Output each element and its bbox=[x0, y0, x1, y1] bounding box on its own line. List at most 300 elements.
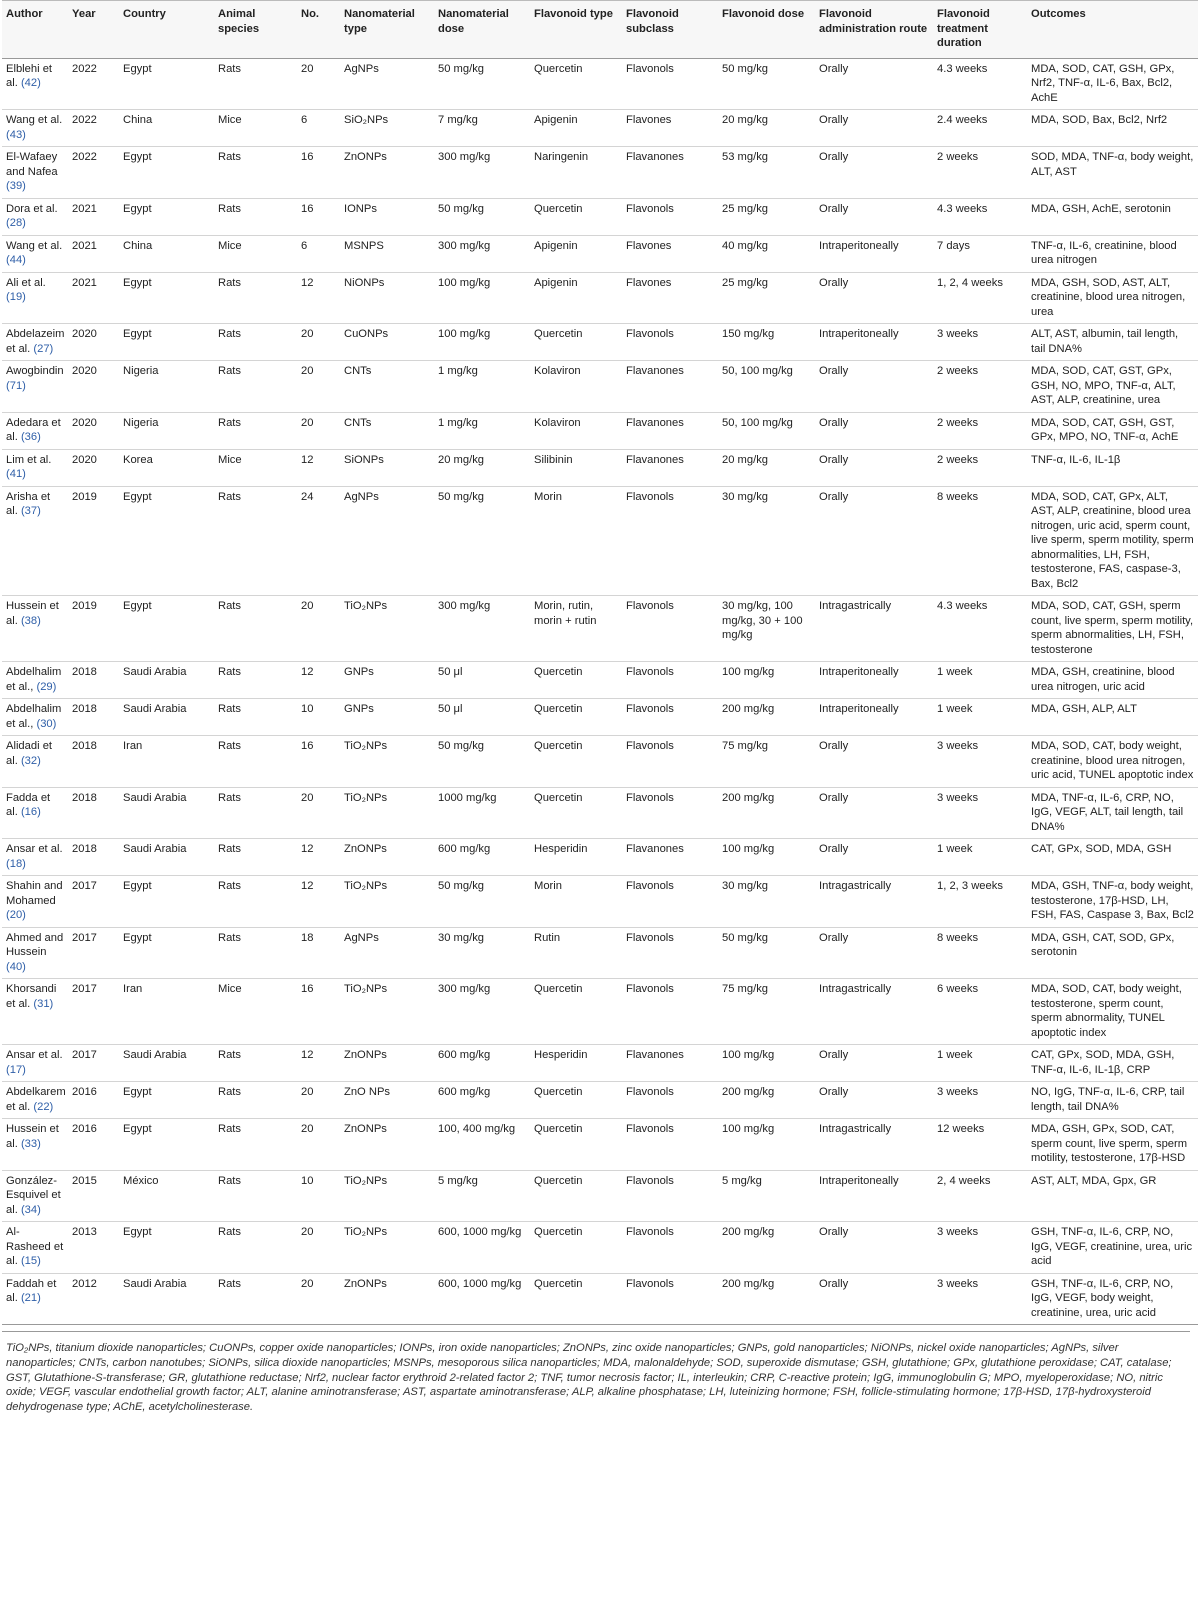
reference-link[interactable]: (71) bbox=[6, 379, 26, 392]
header-flavonoid-type: Flavonoid type bbox=[530, 1, 622, 59]
outcomes-cell: MDA, SOD, CAT, body weight, creatinine, blood urea nitrogen, uric acid, TUNEL apoptotic index bbox=[1027, 736, 1198, 788]
table-row bbox=[2, 449, 1198, 486]
flavonoid-type-cell: Quercetin bbox=[530, 736, 622, 788]
table-row bbox=[2, 1045, 1198, 1082]
year-cell: 2018 bbox=[68, 839, 119, 876]
reference-link[interactable]: (31) bbox=[33, 997, 54, 1010]
country-cell: Saudi Arabia bbox=[119, 787, 214, 839]
country-cell: Saudi Arabia bbox=[119, 699, 214, 736]
flavonoid-type-cell: Quercetin bbox=[530, 1170, 622, 1222]
author-name: El-Wafaey and Nafea bbox=[6, 151, 58, 178]
year-cell: 2017 bbox=[68, 1045, 119, 1082]
nanomaterial-type-cell: GNPs bbox=[340, 662, 434, 699]
author-cell bbox=[2, 596, 68, 662]
flavonoid-subclass-cell: Flavonols bbox=[622, 1119, 718, 1171]
reference-link[interactable]: (20) bbox=[6, 909, 26, 921]
reference-link[interactable]: (36) bbox=[20, 431, 41, 443]
header-animal-species: Animal species bbox=[214, 1, 297, 59]
flavonoid-type-cell: Quercetin bbox=[530, 1082, 622, 1119]
duration-cell: 1 week bbox=[933, 839, 1027, 876]
author-cell bbox=[2, 198, 68, 235]
flavonoid-subclass-cell: Flavonols bbox=[622, 1273, 718, 1325]
outcomes-cell: MDA, SOD, Bax, Bcl2, Nrf2 bbox=[1027, 110, 1198, 147]
reference-link[interactable]: (18) bbox=[6, 857, 26, 870]
flavonoid-subclass-cell: Flavones bbox=[622, 110, 718, 147]
flavonoid-dose-cell: 200 mg/kg bbox=[718, 1273, 815, 1325]
reference-link[interactable]: (29) bbox=[36, 680, 57, 693]
nanomaterial-type-cell: TiO₂NPs bbox=[340, 979, 434, 1045]
species-cell: Rats bbox=[214, 1082, 297, 1119]
author-cell bbox=[2, 324, 68, 361]
outcomes-cell: TNF-α, IL-6, IL-1β bbox=[1027, 449, 1198, 486]
table-row bbox=[2, 147, 1198, 199]
country-cell: Nigeria bbox=[119, 412, 214, 449]
flavonoid-type-cell: Rutin bbox=[530, 927, 622, 979]
flavonoid-subclass-cell: Flavonols bbox=[622, 662, 718, 699]
country-cell: Egypt bbox=[119, 596, 214, 662]
flavonoid-subclass-cell: Flavonols bbox=[622, 736, 718, 788]
author-cell bbox=[2, 736, 68, 788]
nanomaterial-type-cell: TiO₂NPs bbox=[340, 596, 434, 662]
table-row bbox=[2, 1170, 1198, 1222]
year-cell: 2012 bbox=[68, 1273, 119, 1325]
count-cell: 20 bbox=[297, 787, 340, 839]
outcomes-cell: MDA, GSH, ALP, ALT bbox=[1027, 699, 1198, 736]
species-cell: Rats bbox=[214, 927, 297, 979]
duration-cell: 1, 2, 4 weeks bbox=[933, 272, 1027, 324]
route-cell: Orally bbox=[815, 787, 933, 839]
flavonoid-dose-cell: 150 mg/kg bbox=[718, 324, 815, 361]
author-cell bbox=[2, 110, 68, 147]
outcomes-cell: MDA, GSH, CAT, SOD, GPx, serotonin bbox=[1027, 927, 1198, 979]
nanomaterial-dose-cell: 50 μl bbox=[434, 699, 530, 736]
flavonoid-type-cell: Kolaviron bbox=[530, 412, 622, 449]
reference-link[interactable]: (43) bbox=[6, 128, 26, 141]
author-name: González-Esquivel et al. bbox=[6, 1174, 61, 1216]
author-cell bbox=[2, 1170, 68, 1222]
flavonoid-subclass-cell: Flavanones bbox=[622, 1045, 718, 1082]
author-name: Hussein et al. bbox=[6, 1123, 59, 1150]
table-row bbox=[2, 198, 1198, 235]
nanomaterial-dose-cell: 300 mg/kg bbox=[434, 147, 530, 199]
flavonoid-dose-cell: 30 mg/kg bbox=[718, 876, 815, 928]
table-row bbox=[2, 486, 1198, 596]
table-row bbox=[2, 596, 1198, 662]
author-name: Hussein et al. bbox=[6, 600, 59, 627]
route-cell: Orally bbox=[815, 58, 933, 110]
header-nanomaterial-type: Nanomaterial type bbox=[340, 1, 434, 59]
nanomaterial-dose-cell: 100 mg/kg bbox=[434, 272, 530, 324]
flavonoid-type-cell: Silibinin bbox=[530, 449, 622, 486]
outcomes-cell: MDA, SOD, CAT, body weight, testosterone, sperm count, sperm abnormality, TUNEL apoptotic index bbox=[1027, 979, 1198, 1045]
country-cell: China bbox=[119, 110, 214, 147]
reference-link[interactable]: (15) bbox=[20, 1255, 41, 1267]
species-cell: Rats bbox=[214, 787, 297, 839]
count-cell: 20 bbox=[297, 596, 340, 662]
header-country: Country bbox=[119, 1, 214, 59]
country-cell: Egypt bbox=[119, 1222, 214, 1274]
species-cell: Mice bbox=[214, 110, 297, 147]
author-cell bbox=[2, 1273, 68, 1325]
author-cell bbox=[2, 979, 68, 1045]
flavonoid-subclass-cell: Flavonols bbox=[622, 1082, 718, 1119]
author-cell bbox=[2, 1119, 68, 1171]
flavonoid-type-cell: Quercetin bbox=[530, 1273, 622, 1325]
duration-cell: 1 week bbox=[933, 662, 1027, 699]
nanomaterial-type-cell: TiO₂NPs bbox=[340, 736, 434, 788]
flavonoid-subclass-cell: Flavones bbox=[622, 235, 718, 272]
reference-link[interactable]: (41) bbox=[6, 468, 26, 480]
author-cell bbox=[2, 927, 68, 979]
route-cell: Orally bbox=[815, 272, 933, 324]
reference-link[interactable]: (38) bbox=[20, 614, 41, 627]
flavonoid-dose-cell: 50, 100 mg/kg bbox=[718, 361, 815, 413]
species-cell: Rats bbox=[214, 839, 297, 876]
flavonoid-dose-cell: 53 mg/kg bbox=[718, 147, 815, 199]
flavonoid-type-cell: Quercetin bbox=[530, 1119, 622, 1171]
duration-cell: 2.4 weeks bbox=[933, 110, 1027, 147]
duration-cell: 3 weeks bbox=[933, 787, 1027, 839]
country-cell: México bbox=[119, 1170, 214, 1222]
author-name: Wang et al. bbox=[6, 239, 63, 252]
flavonoid-dose-cell: 200 mg/kg bbox=[718, 1082, 815, 1119]
duration-cell: 3 weeks bbox=[933, 324, 1027, 361]
flavonoid-subclass-cell: Flavonols bbox=[622, 58, 718, 110]
country-cell: Egypt bbox=[119, 198, 214, 235]
count-cell: 10 bbox=[297, 1170, 340, 1222]
duration-cell: 4.3 weeks bbox=[933, 596, 1027, 662]
flavonoid-type-cell: Hesperidin bbox=[530, 1045, 622, 1082]
nanomaterial-dose-cell: 100 mg/kg bbox=[434, 324, 530, 361]
route-cell: Orally bbox=[815, 412, 933, 449]
flavonoid-subclass-cell: Flavonols bbox=[622, 1170, 718, 1222]
flavonoid-type-cell: Naringenin bbox=[530, 147, 622, 199]
species-cell: Rats bbox=[214, 198, 297, 235]
species-cell: Rats bbox=[214, 1045, 297, 1082]
duration-cell: 1, 2, 3 weeks bbox=[933, 876, 1027, 928]
year-cell: 2021 bbox=[68, 272, 119, 324]
country-cell: Egypt bbox=[119, 486, 214, 596]
route-cell: Orally bbox=[815, 1045, 933, 1082]
flavonoid-subclass-cell: Flavonols bbox=[622, 596, 718, 662]
year-cell: 2019 bbox=[68, 486, 119, 596]
flavonoid-subclass-cell: Flavonols bbox=[622, 979, 718, 1045]
table-row bbox=[2, 272, 1198, 324]
nanomaterial-dose-cell: 50 mg/kg bbox=[434, 486, 530, 596]
author-cell bbox=[2, 1045, 68, 1082]
flavonoid-dose-cell: 200 mg/kg bbox=[718, 787, 815, 839]
nanomaterial-type-cell: ZnONPs bbox=[340, 839, 434, 876]
count-cell: 16 bbox=[297, 979, 340, 1045]
route-cell: Orally bbox=[815, 198, 933, 235]
flavonoid-type-cell: Quercetin bbox=[530, 699, 622, 736]
species-cell: Rats bbox=[214, 486, 297, 596]
outcomes-cell: NO, IgG, TNF-α, IL-6, CRP, tail length, tail DNA% bbox=[1027, 1082, 1198, 1119]
header-nanomaterial-dose: Nanomaterial dose bbox=[434, 1, 530, 59]
nanomaterial-dose-cell: 300 mg/kg bbox=[434, 596, 530, 662]
table-row bbox=[2, 1273, 1198, 1325]
duration-cell: 8 weeks bbox=[933, 927, 1027, 979]
route-cell: Orally bbox=[815, 839, 933, 876]
nanomaterial-type-cell: NiONPs bbox=[340, 272, 434, 324]
nanomaterial-type-cell: TiO₂NPs bbox=[340, 787, 434, 839]
flavonoid-dose-cell: 75 mg/kg bbox=[718, 736, 815, 788]
header-flavonoid-dose: Flavonoid dose bbox=[718, 1, 815, 59]
year-cell: 2022 bbox=[68, 147, 119, 199]
route-cell: Intragastrically bbox=[815, 876, 933, 928]
duration-cell: 6 weeks bbox=[933, 979, 1027, 1045]
route-cell: Intraperitoneally bbox=[815, 324, 933, 361]
route-cell: Intraperitoneally bbox=[815, 1170, 933, 1222]
flavonoid-dose-cell: 200 mg/kg bbox=[718, 699, 815, 736]
flavonoid-dose-cell: 75 mg/kg bbox=[718, 979, 815, 1045]
nanomaterial-dose-cell: 30 mg/kg bbox=[434, 927, 530, 979]
nanomaterial-dose-cell: 50 mg/kg bbox=[434, 198, 530, 235]
outcomes-cell: MDA, SOD, CAT, GSH, GPx, Nrf2, TNF-α, IL-6, Bax, Bcl2, AchE bbox=[1027, 58, 1198, 110]
reference-link[interactable]: (40) bbox=[6, 960, 26, 973]
country-cell: Iran bbox=[119, 979, 214, 1045]
flavonoid-dose-cell: 5 mg/kg bbox=[718, 1170, 815, 1222]
flavonoid-type-cell: Apigenin bbox=[530, 110, 622, 147]
year-cell: 2017 bbox=[68, 927, 119, 979]
duration-cell: 1 week bbox=[933, 699, 1027, 736]
count-cell: 16 bbox=[297, 147, 340, 199]
flavonoid-dose-cell: 50 mg/kg bbox=[718, 927, 815, 979]
country-cell: Egypt bbox=[119, 272, 214, 324]
route-cell: Intraperitoneally bbox=[815, 662, 933, 699]
route-cell: Orally bbox=[815, 486, 933, 596]
table-row bbox=[2, 324, 1198, 361]
nanomaterial-type-cell: TiO₂NPs bbox=[340, 1170, 434, 1222]
country-cell: Saudi Arabia bbox=[119, 1273, 214, 1325]
outcomes-cell: MDA, SOD, CAT, GSH, sperm count, live sperm, sperm motility, sperm abnormalities, LH, FSH, testosterone bbox=[1027, 596, 1198, 662]
nanomaterial-dose-cell: 5 mg/kg bbox=[434, 1170, 530, 1222]
nanomaterial-type-cell: CNTs bbox=[340, 412, 434, 449]
outcomes-cell: MDA, TNF-α, IL-6, CRP, NO, IgG, VEGF, ALT, tail length, tail DNA% bbox=[1027, 787, 1198, 839]
flavonoid-dose-cell: 30 mg/kg, 100 mg/kg, 30 + 100 mg/kg bbox=[718, 596, 815, 662]
header-year: Year bbox=[68, 1, 119, 59]
studies-table bbox=[2, 0, 1198, 1325]
count-cell: 20 bbox=[297, 361, 340, 413]
nanomaterial-dose-cell: 300 mg/kg bbox=[434, 979, 530, 1045]
flavonoid-subclass-cell: Flavonols bbox=[622, 699, 718, 736]
year-cell: 2019 bbox=[68, 596, 119, 662]
nanomaterial-dose-cell: 50 mg/kg bbox=[434, 876, 530, 928]
route-cell: Intragastrically bbox=[815, 596, 933, 662]
author-name: Khorsandi et al. bbox=[6, 983, 57, 1010]
author-cell bbox=[2, 839, 68, 876]
flavonoid-dose-cell: 40 mg/kg bbox=[718, 235, 815, 272]
count-cell: 6 bbox=[297, 235, 340, 272]
reference-link[interactable]: (37) bbox=[20, 505, 41, 517]
count-cell: 16 bbox=[297, 198, 340, 235]
route-cell: Orally bbox=[815, 147, 933, 199]
author-name: Al-Rasheed et al. bbox=[6, 1226, 64, 1267]
outcomes-cell: GSH, TNF-α, IL-6, CRP, NO, IgG, VEGF, creatinine, urea, uric acid bbox=[1027, 1222, 1198, 1274]
route-cell: Orally bbox=[815, 927, 933, 979]
table-row bbox=[2, 787, 1198, 839]
duration-cell: 2 weeks bbox=[933, 361, 1027, 413]
author-cell bbox=[2, 486, 68, 596]
author-cell bbox=[2, 235, 68, 272]
duration-cell: 2 weeks bbox=[933, 449, 1027, 486]
table-row bbox=[2, 699, 1198, 736]
nanomaterial-dose-cell: 50 μl bbox=[434, 662, 530, 699]
count-cell: 20 bbox=[297, 1119, 340, 1171]
country-cell: Egypt bbox=[119, 876, 214, 928]
reference-link[interactable]: (27) bbox=[33, 342, 54, 355]
route-cell: Intraperitoneally bbox=[815, 235, 933, 272]
reference-link[interactable]: (33) bbox=[20, 1137, 41, 1150]
duration-cell: 3 weeks bbox=[933, 1222, 1027, 1274]
table-row bbox=[2, 927, 1198, 979]
author-cell bbox=[2, 412, 68, 449]
nanomaterial-type-cell: AgNPs bbox=[340, 927, 434, 979]
author-cell bbox=[2, 361, 68, 413]
reference-link[interactable]: (17) bbox=[6, 1063, 26, 1076]
species-cell: Rats bbox=[214, 736, 297, 788]
route-cell: Intragastrically bbox=[815, 979, 933, 1045]
duration-cell: 3 weeks bbox=[933, 1082, 1027, 1119]
flavonoid-dose-cell: 100 mg/kg bbox=[718, 1045, 815, 1082]
species-cell: Rats bbox=[214, 361, 297, 413]
outcomes-cell: ALT, AST, albumin, tail length, tail DNA% bbox=[1027, 324, 1198, 361]
flavonoid-type-cell: Morin, rutin, morin + rutin bbox=[530, 596, 622, 662]
count-cell: 6 bbox=[297, 110, 340, 147]
route-cell: Orally bbox=[815, 361, 933, 413]
year-cell: 2022 bbox=[68, 58, 119, 110]
table-row bbox=[2, 58, 1198, 110]
nanomaterial-type-cell: SiO₂NPs bbox=[340, 110, 434, 147]
count-cell: 12 bbox=[297, 449, 340, 486]
duration-cell: 4.3 weeks bbox=[933, 198, 1027, 235]
author-name: Ahmed and Hussein bbox=[6, 931, 64, 958]
author-cell bbox=[2, 1222, 68, 1274]
table-row bbox=[2, 876, 1198, 928]
species-cell: Rats bbox=[214, 1119, 297, 1171]
flavonoid-subclass-cell: Flavanones bbox=[622, 839, 718, 876]
flavonoid-dose-cell: 200 mg/kg bbox=[718, 1222, 815, 1274]
outcomes-cell: MDA, GSH, creatinine, blood urea nitrogen, uric acid bbox=[1027, 662, 1198, 699]
flavonoid-subclass-cell: Flavonols bbox=[622, 486, 718, 596]
duration-cell: 3 weeks bbox=[933, 1273, 1027, 1325]
reference-link[interactable]: (28) bbox=[6, 217, 26, 229]
author-cell bbox=[2, 699, 68, 736]
reference-link[interactable]: (44) bbox=[6, 254, 26, 266]
year-cell: 2020 bbox=[68, 449, 119, 486]
flavonoid-dose-cell: 20 mg/kg bbox=[718, 110, 815, 147]
author-name: Arisha et al. bbox=[6, 490, 51, 517]
species-cell: Rats bbox=[214, 876, 297, 928]
reference-link[interactable]: (32) bbox=[20, 754, 41, 767]
species-cell: Mice bbox=[214, 235, 297, 272]
species-cell: Rats bbox=[214, 324, 297, 361]
country-cell: Egypt bbox=[119, 147, 214, 199]
table-row bbox=[2, 1222, 1198, 1274]
reference-link[interactable]: (39) bbox=[6, 180, 26, 192]
nanomaterial-type-cell: TiO₂NPs bbox=[340, 1222, 434, 1274]
nanomaterial-dose-cell: 1 mg/kg bbox=[434, 412, 530, 449]
species-cell: Rats bbox=[214, 662, 297, 699]
flavonoid-dose-cell: 50, 100 mg/kg bbox=[718, 412, 815, 449]
nanomaterial-type-cell: MSNPS bbox=[340, 235, 434, 272]
reference-link[interactable]: (42) bbox=[20, 77, 41, 89]
flavonoid-dose-cell: 100 mg/kg bbox=[718, 662, 815, 699]
nanomaterial-dose-cell: 50 mg/kg bbox=[434, 58, 530, 110]
country-cell: Egypt bbox=[119, 324, 214, 361]
year-cell: 2018 bbox=[68, 736, 119, 788]
flavonoid-type-cell: Quercetin bbox=[530, 979, 622, 1045]
count-cell: 24 bbox=[297, 486, 340, 596]
outcomes-cell: MDA, GSH, SOD, AST, ALT, creatinine, blood urea nitrogen, urea bbox=[1027, 272, 1198, 324]
nanomaterial-type-cell: ZnO NPs bbox=[340, 1082, 434, 1119]
author-name: Abdelkarem et al. bbox=[6, 1086, 66, 1113]
nanomaterial-type-cell: SiONPs bbox=[340, 449, 434, 486]
duration-cell: 12 weeks bbox=[933, 1119, 1027, 1171]
outcomes-cell: CAT, GPx, SOD, MDA, GSH bbox=[1027, 839, 1198, 876]
route-cell: Orally bbox=[815, 1082, 933, 1119]
count-cell: 18 bbox=[297, 927, 340, 979]
count-cell: 20 bbox=[297, 58, 340, 110]
count-cell: 12 bbox=[297, 1045, 340, 1082]
reference-link[interactable]: (22) bbox=[33, 1100, 54, 1113]
country-cell: Iran bbox=[119, 736, 214, 788]
reference-link[interactable]: (16) bbox=[20, 806, 41, 818]
nanomaterial-dose-cell: 600 mg/kg bbox=[434, 839, 530, 876]
flavonoid-type-cell: Quercetin bbox=[530, 787, 622, 839]
flavonoid-type-cell: Morin bbox=[530, 876, 622, 928]
author-cell bbox=[2, 449, 68, 486]
count-cell: 12 bbox=[297, 662, 340, 699]
flavonoid-dose-cell: 100 mg/kg bbox=[718, 839, 815, 876]
flavonoid-subclass-cell: Flavonols bbox=[622, 324, 718, 361]
reference-link[interactable]: (30) bbox=[36, 717, 57, 730]
reference-link[interactable]: (19) bbox=[6, 291, 26, 303]
species-cell: Rats bbox=[214, 596, 297, 662]
header-number: No. bbox=[297, 1, 340, 59]
duration-cell: 2 weeks bbox=[933, 147, 1027, 199]
table-row bbox=[2, 979, 1198, 1045]
flavonoid-type-cell: Hesperidin bbox=[530, 839, 622, 876]
duration-cell: 3 weeks bbox=[933, 736, 1027, 788]
nanomaterial-dose-cell: 300 mg/kg bbox=[434, 235, 530, 272]
outcomes-cell: MDA, SOD, CAT, GSH, GST, GPx, MPO, NO, TNF-α, AchE bbox=[1027, 412, 1198, 449]
nanomaterial-dose-cell: 100, 400 mg/kg bbox=[434, 1119, 530, 1171]
species-cell: Rats bbox=[214, 147, 297, 199]
nanomaterial-type-cell: CuONPs bbox=[340, 324, 434, 361]
year-cell: 2018 bbox=[68, 699, 119, 736]
outcomes-cell: GSH, TNF-α, IL-6, CRP, NO, IgG, VEGF, body weight, creatinine, urea, uric acid bbox=[1027, 1273, 1198, 1325]
nanomaterial-dose-cell: 600 mg/kg bbox=[434, 1045, 530, 1082]
nanomaterial-type-cell: TiO₂NPs bbox=[340, 876, 434, 928]
count-cell: 12 bbox=[297, 272, 340, 324]
species-cell: Rats bbox=[214, 1170, 297, 1222]
count-cell: 12 bbox=[297, 876, 340, 928]
nanomaterial-dose-cell: 600 mg/kg bbox=[434, 1082, 530, 1119]
table-body bbox=[2, 58, 1198, 1325]
reference-link[interactable]: (21) bbox=[20, 1292, 41, 1304]
flavonoid-subclass-cell: Flavanones bbox=[622, 361, 718, 413]
year-cell: 2018 bbox=[68, 787, 119, 839]
flavonoid-subclass-cell: Flavanones bbox=[622, 449, 718, 486]
nanomaterial-type-cell: ZnONPs bbox=[340, 147, 434, 199]
year-cell: 2017 bbox=[68, 876, 119, 928]
nanomaterial-type-cell: ZnONPs bbox=[340, 1045, 434, 1082]
route-cell: Intragastrically bbox=[815, 1119, 933, 1171]
nanomaterial-dose-cell: 50 mg/kg bbox=[434, 736, 530, 788]
reference-link[interactable]: (34) bbox=[20, 1203, 41, 1216]
nanomaterial-dose-cell: 1 mg/kg bbox=[434, 361, 530, 413]
